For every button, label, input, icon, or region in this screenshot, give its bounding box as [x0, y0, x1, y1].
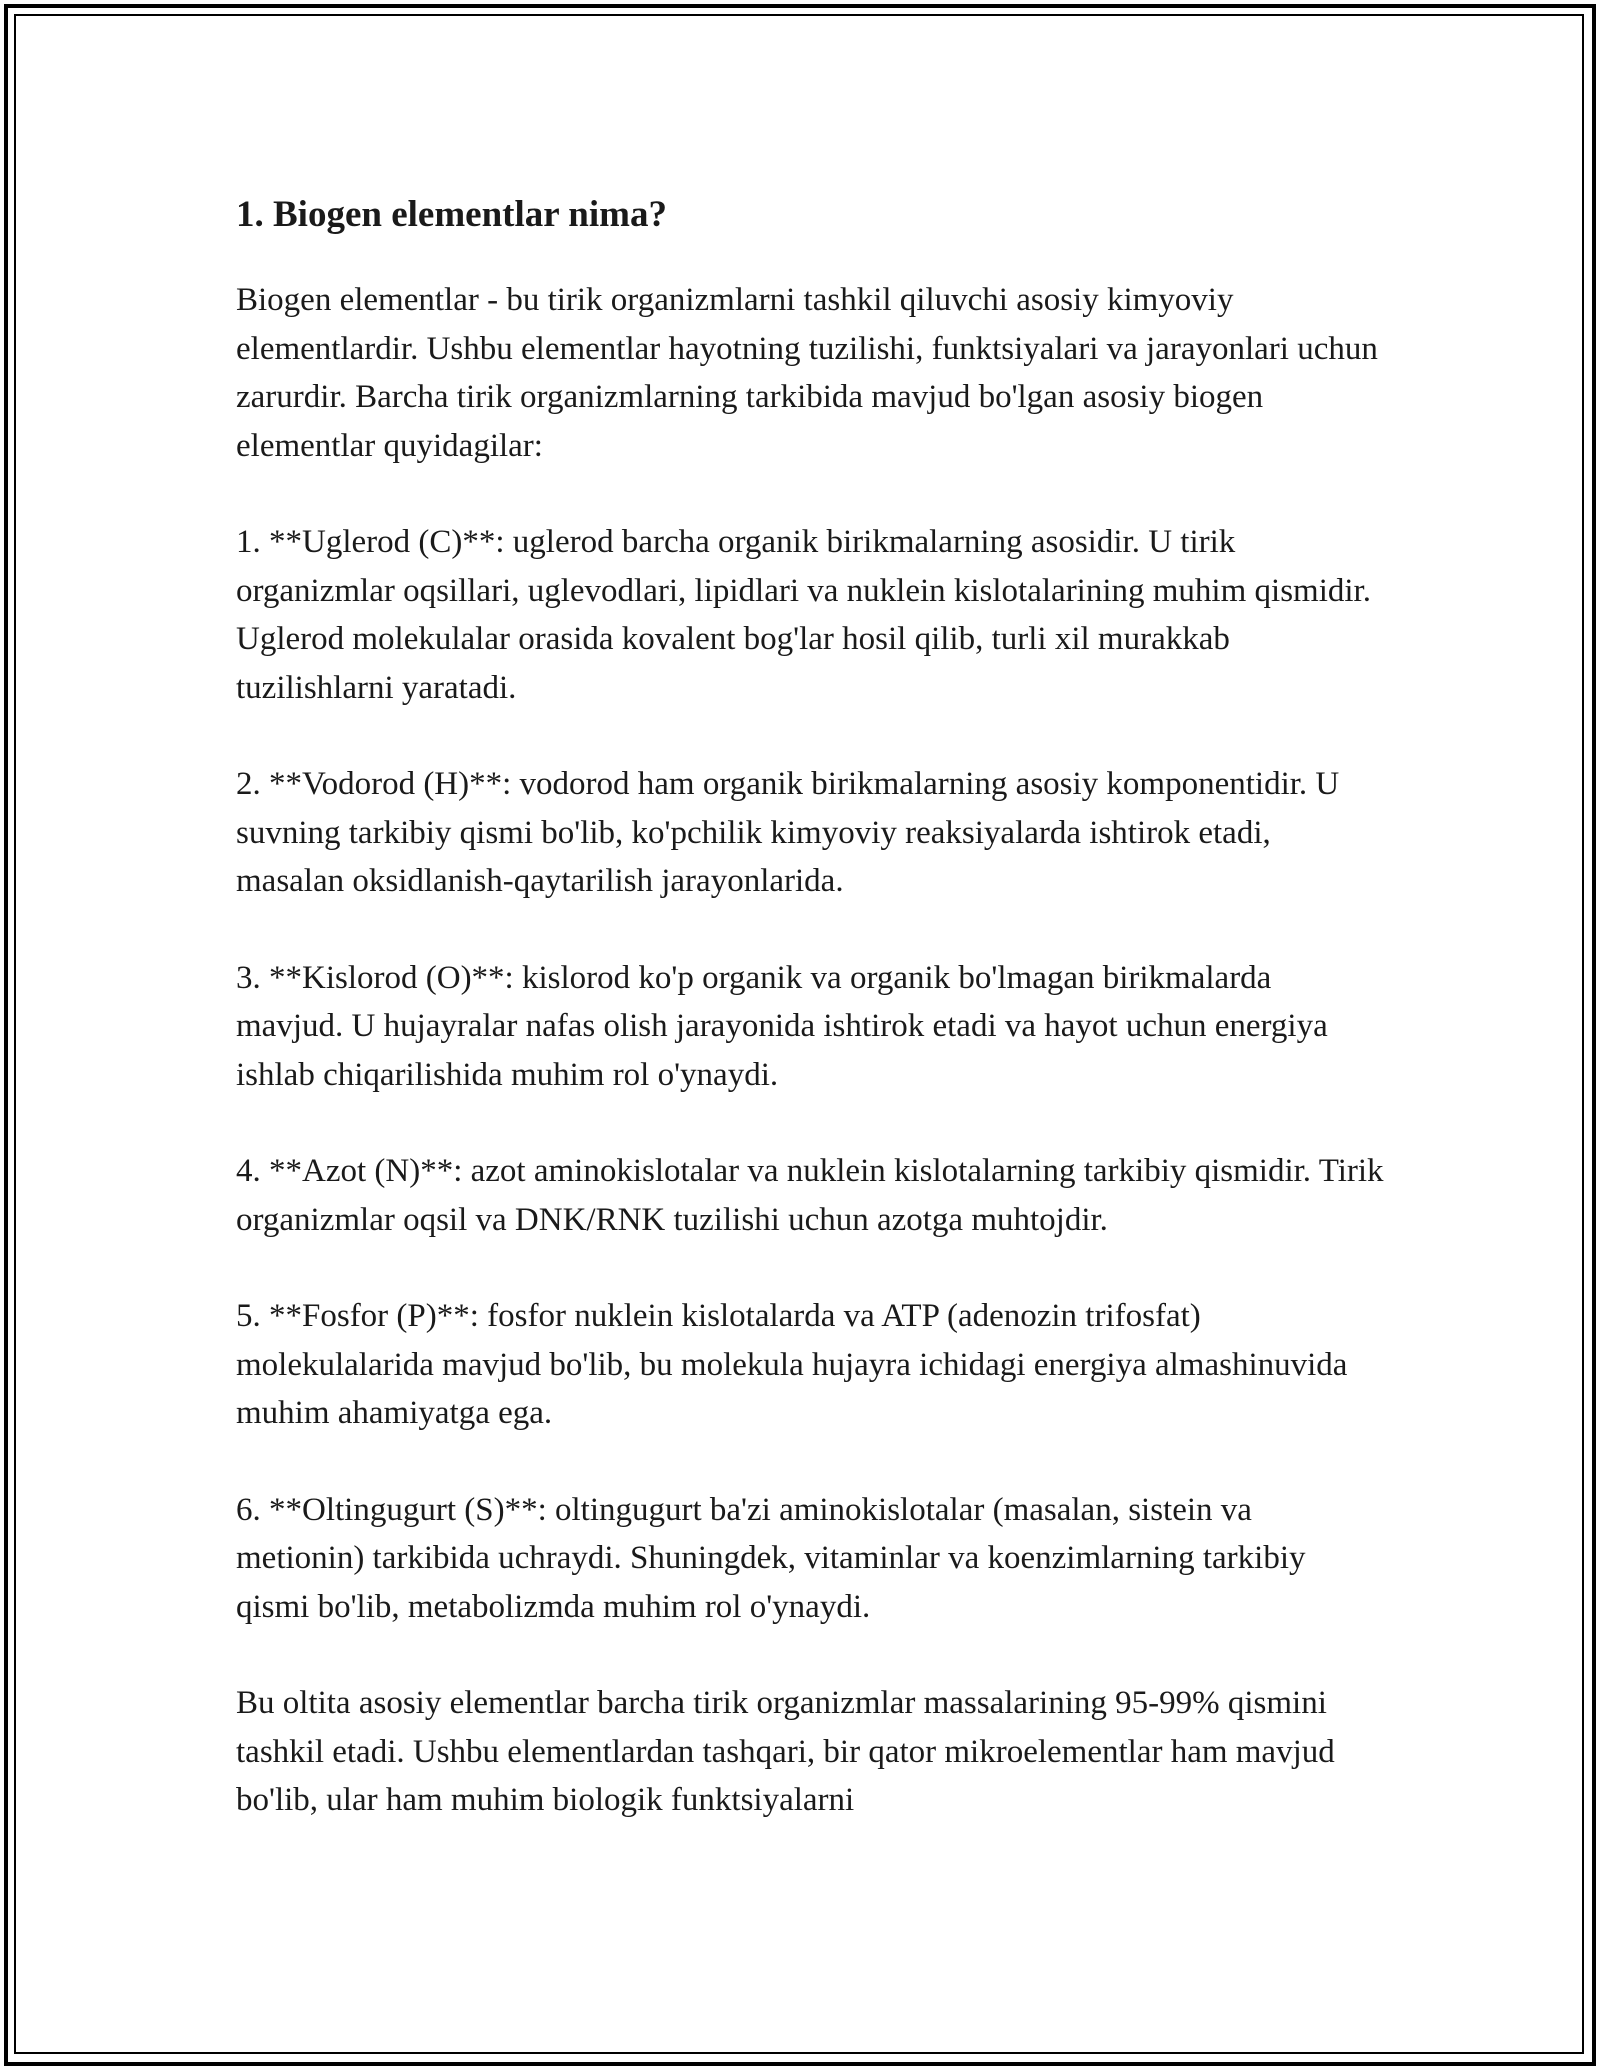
list-item-vodorod: 2. **Vodorod (H)**: vodorod ham organik birikmalarning asosiy komponentidir. U suvning tarkibiy qismi bo'lib, ko'pchilik kimyoviy reaksiyalarda ishtirok etadi, masalan oksidlanish-qaytarilish jarayonlarida.: [236, 766, 1340, 899]
list-item-azot: 4. **Azot (N)**: azot aminokislotalar va nuklein kislotalarning tarkibiy qismidir. Tirik organizmlar oqsil va DNK/RNK tuzilishi uchun azotga muhtojdir.: [236, 1153, 1384, 1238]
list-item-fosfor: 5. **Fosfor (P)**: fosfor nuklein kislotalarda va ATP (adenozin trifosfat) molekulalarida mavjud bo'lib, bu molekula hujayra ichidagi energiya almashinuvida muhim ahamiyatga ega.: [236, 1298, 1348, 1431]
list-item-oltingugurt: 6. **Oltingugurt (S)**: oltingugurt ba'zi aminokislotalar (masalan, sistein va metionin) tarkibida uchraydi. Shuningdek, vitaminlar va koenzimlarning tarkibiy qismi bo'lib, metabolizmda muhim rol o'ynaydi.: [236, 1491, 1306, 1625]
list-item-kislorod: 3. **Kislorod (O)**: kislorod ko'p organik va organik bo'lmagan birikmalarda mavjud. U hujayralar nafas olish jarayonida ishtirok etadi va hayot uchun energiya ishlab chiqarilishida muhim rol o'ynaydi.: [236, 959, 1328, 1093]
intro-paragraph: Biogen elementlar - bu tirik organizmlarni tashkil qiluvchi asosiy kimyoviy elementlardir. Ushbu elementlar hayotning tuzilishi, funktsiyalari va jarayonlari uchun zarurdir. Barcha tirik organizmlarning tarkibida mavjud bo'lgan asosiy biogen elementlar quyidagilar:: [236, 282, 1378, 464]
summary-paragraph: Bu oltita asosiy elementlar barcha tirik organizmlar massalarining 95-99% qismini tashkil etadi. Ushbu elementlardan tashqari, bir qator mikroelementlar ham mavjud bo'lib, ular ham muhim biologik funktsiyalarni: [236, 1685, 1335, 1818]
document-heading: 1. Biogen elementlar nima?: [236, 194, 667, 235]
list-item-uglerod: 1. **Uglerod (C)**: uglerod barcha organik birikmalarning asosidir. U tirik organizmlar oqsillari, uglevodlari, lipidlari va nuklein kislotalarining muhim qismidir. Uglerod molekulalar orasida kovalent bog'lar hosil qilib, turli xil murakkab tuzilishlarni yaratadi.: [236, 524, 1371, 706]
document-body: [236, 188, 1386, 1873]
